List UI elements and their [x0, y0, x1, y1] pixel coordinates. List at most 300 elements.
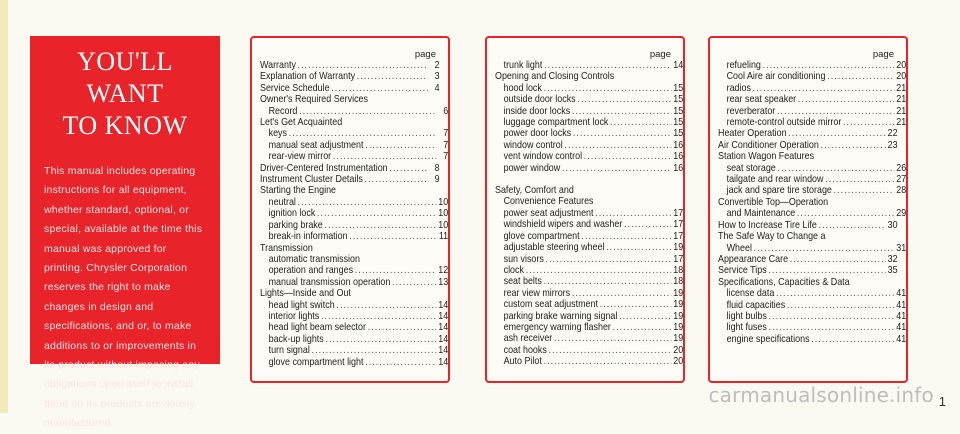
toc-entry-title: Heater Operation [718, 128, 787, 140]
dot-leader [298, 60, 428, 71]
toc-entry [718, 334, 906, 345]
toc-entry-title: reverberator [726, 105, 776, 117]
toc-entry-page: 17 [673, 207, 684, 219]
dot-leader [562, 163, 671, 174]
toc-entry-title: Service Schedule [260, 82, 330, 94]
toc-entry-page: 12 [438, 265, 449, 277]
toc-entry [495, 94, 683, 105]
toc-entry-page: 41 [896, 288, 907, 300]
toc-entry-page: 7 [443, 139, 449, 151]
dot-leader [613, 322, 672, 333]
toc-entry-page: 6 [443, 105, 449, 117]
dot-leader [834, 185, 894, 196]
dot-leader [544, 356, 672, 367]
toc-entry-page: 21 [896, 105, 907, 117]
toc-entry-page: 41 [896, 333, 907, 345]
dot-leader [600, 299, 671, 310]
toc-entry-title: rear-view mirror [268, 151, 332, 163]
dot-leader [753, 83, 894, 94]
page-column-header: page [414, 49, 436, 60]
dot-leader [325, 334, 436, 345]
toc-entry-page: 35 [887, 265, 898, 277]
toc-entry [718, 83, 906, 94]
toc-entry-page: 16 [673, 139, 684, 151]
toc-entry [495, 345, 683, 356]
toc-entry [260, 83, 440, 94]
dot-leader [544, 60, 671, 71]
toc-entry-page: 19 [673, 242, 684, 254]
toc-entry [718, 128, 898, 139]
toc-entry-title: inside door locks [503, 105, 571, 117]
toc-entry [718, 163, 906, 174]
toc-entry [718, 71, 906, 82]
dot-leader [778, 163, 895, 174]
toc-entry-title: window control [503, 139, 563, 151]
dot-leader [331, 83, 427, 94]
dot-leader [606, 242, 671, 253]
dot-leader [798, 94, 894, 105]
toc-entry-page: 7 [443, 128, 449, 140]
dot-leader [544, 83, 672, 94]
dot-leader [768, 265, 885, 276]
intro-title-line1: YOU'LL WANT [77, 47, 173, 108]
toc-entry [495, 219, 683, 230]
toc-entry-page: 14 [438, 322, 449, 334]
toc-entry-title: Record [268, 105, 298, 117]
toc-entry-title: seat storage [726, 162, 776, 174]
dot-leader [312, 345, 437, 356]
dot-leader [317, 208, 436, 219]
toc-entry [495, 356, 683, 367]
intro-card [30, 36, 220, 430]
page-spine [0, 0, 8, 413]
toc-entry-title: Convenience Features [503, 196, 594, 208]
toc-entry-page: 41 [896, 299, 907, 311]
toc-entry-title: interior lights [268, 310, 320, 322]
toc-entry-title: Wheel [726, 242, 752, 254]
toc-entry-title: trunk light [503, 60, 543, 71]
toc-entry-page: 20 [896, 60, 907, 71]
toc-entry [495, 276, 683, 287]
intro-title-line2: TO KNOW [62, 111, 188, 140]
toc-entry [260, 265, 448, 276]
toc-entry-page: 15 [673, 94, 684, 106]
contents-column-2 [485, 36, 685, 383]
intro-title [44, 46, 206, 142]
toc-entry-title: Safety, Comfort and [495, 185, 574, 197]
toc-entry [260, 254, 448, 265]
dot-leader [819, 220, 886, 231]
toc-entry [718, 288, 906, 299]
toc-entry [260, 185, 440, 196]
toc-entry-title: Warranty [260, 60, 296, 71]
toc-entry-title: parking brake [268, 219, 323, 231]
toc-entry [260, 117, 440, 128]
toc-entry-title: Lights—Inside and Out [260, 288, 351, 300]
toc-entry-title: remote-control outside mirror [726, 117, 842, 129]
page-number: 1 [938, 394, 946, 409]
toc-entry-title: automatic transmission [268, 253, 360, 265]
toc-entry-page: 23 [887, 139, 898, 151]
toc-entry-page: 13 [438, 276, 449, 288]
dot-leader [355, 265, 436, 276]
toc-entry [260, 220, 448, 231]
toc-entry [718, 185, 906, 196]
toc-entry [260, 128, 448, 139]
toc-entry-title: Convertible Top—Operation [718, 196, 829, 208]
toc-entry-title: power door locks [503, 128, 572, 140]
dot-leader [389, 163, 427, 174]
toc-entry-title: Opening and Closing Controls [495, 71, 615, 83]
toc-entry [718, 174, 906, 185]
toc-entry-title: custom seat adjustment [503, 299, 598, 311]
toc-entry-page: 31 [896, 242, 907, 254]
toc-entry-page: 41 [896, 322, 907, 334]
dot-leader [769, 322, 895, 333]
page-column-header: page [649, 49, 671, 60]
toc-entry-page: 29 [896, 208, 907, 220]
toc-entry-page: 19 [673, 310, 684, 322]
toc-entry-title: manual seat adjustment [268, 139, 364, 151]
toc-entry-page: 17 [673, 230, 684, 242]
dot-leader [289, 128, 436, 139]
toc-entry [260, 345, 448, 356]
dot-leader [811, 334, 894, 345]
toc-entry-page: 14 [438, 356, 449, 368]
toc-entry-title: Explanation of Warranty [260, 71, 356, 83]
dot-leader [827, 71, 894, 82]
dot-leader [324, 220, 436, 231]
toc-entry-page: 14 [438, 299, 449, 311]
toc-entry [260, 243, 440, 254]
toc-entry-page: 7 [443, 151, 449, 163]
toc-entry-title: tailgate and rear window [726, 174, 824, 186]
toc-entry [260, 151, 448, 162]
toc-entry-page: 20 [673, 344, 684, 356]
dot-leader [564, 140, 671, 151]
toc-entry [495, 60, 683, 71]
toc-entry-title: Station Wagon Features [718, 151, 815, 163]
contents-column-1 [250, 36, 450, 383]
toc-entry [495, 151, 683, 162]
toc-entry [718, 151, 898, 162]
toc-entry [718, 60, 906, 71]
dot-leader [825, 174, 894, 185]
toc-entry-title: seat belts [503, 276, 542, 288]
toc-entry-title: coat hooks [503, 344, 547, 356]
dot-leader [754, 243, 894, 254]
toc-entry-title: ash receiver [503, 333, 553, 345]
toc-entry-page: 14 [438, 310, 449, 322]
dot-leader [610, 117, 671, 128]
toc-entry-title: engine specifications [726, 333, 810, 345]
toc-entry-title: Auto Pilot [503, 356, 542, 368]
toc-entry-title: light fuses [726, 322, 767, 334]
toc-entry-title: glove compartment light [268, 356, 364, 368]
toc-entry-page: 17 [673, 219, 684, 231]
dot-leader [333, 151, 436, 162]
toc-entry-title: Driver-Centered Instrumentation [260, 162, 388, 174]
toc-entry [260, 208, 448, 219]
toc-entry [718, 243, 906, 254]
dot-leader [787, 300, 894, 311]
dot-leader [797, 208, 894, 219]
toc-entry-title: radios [726, 82, 751, 94]
toc-entry [495, 163, 683, 174]
toc-entry [260, 71, 440, 82]
toc-entry-title: Cool Aire air conditioning [726, 71, 826, 83]
toc-entry-page: 10 [438, 208, 449, 220]
toc-entry-title: manual transmission operation [268, 276, 391, 288]
toc-entry-title: vent window control [503, 151, 583, 163]
dot-leader [392, 277, 436, 288]
dot-leader [554, 333, 671, 344]
toc-entry [260, 231, 448, 242]
dot-leader [790, 254, 886, 265]
toc-entry-page: 20 [896, 71, 907, 83]
toc-entry-page: 17 [673, 253, 684, 265]
toc-entry [718, 311, 906, 322]
toc-entry [718, 231, 898, 242]
spacer [495, 174, 675, 185]
toc-entry-page: 15 [673, 105, 684, 117]
toc-entry-title: luggage compartment lock [503, 117, 609, 129]
toc-entry-title: operation and ranges [268, 265, 354, 277]
toc-entry-title: hood lock [503, 82, 542, 94]
toc-entry-title: power seat adjustment [503, 207, 594, 219]
toc-entry [495, 299, 683, 310]
toc-entry [260, 277, 448, 288]
dot-leader [544, 276, 672, 287]
toc-entry-title: Starting the Engine [260, 185, 337, 197]
dot-leader [549, 345, 672, 356]
watermark: carmanualsonline.info [708, 383, 934, 407]
toc-entry-page: 21 [896, 82, 907, 94]
dot-leader [776, 288, 894, 299]
toc-entry [260, 197, 448, 208]
toc-entry-title: Let's Get Acquainted [260, 117, 343, 129]
toc-entry [495, 242, 683, 253]
toc-entry-page: 19 [673, 299, 684, 311]
toc-entry [260, 174, 440, 185]
toc-entry [718, 322, 906, 333]
dot-leader [821, 140, 886, 151]
dot-leader [368, 322, 436, 333]
dot-leader [365, 174, 428, 185]
toc-entry [718, 94, 906, 105]
toc-entry [718, 265, 898, 276]
dot-leader [546, 254, 672, 265]
dot-leader [357, 71, 428, 82]
dot-leader [769, 311, 895, 322]
toc-entry-title: keys [268, 128, 287, 140]
contents-column-3 [708, 36, 908, 383]
toc-entry-page: 14 [673, 60, 684, 71]
toc-entry-page: 15 [673, 117, 684, 129]
toc-entry-title: How to Increase Tire Life [718, 219, 817, 231]
dot-leader [584, 151, 671, 162]
toc-entry-title: Instrument Cluster Details [260, 174, 363, 186]
intro-body: This manual includes operating instructions for all equipment, whether standard, optional, or special, available at the time this manual was approved for printing. Chrysler Corporation reserves the right to make changes in design and specifications, and or, to make additions to or improvements in its product without imposing any obligations upon itself to install them on its products previously manufactured. [44, 165, 203, 430]
toc-entry-page: 14 [438, 333, 449, 345]
toc-entry [718, 254, 898, 265]
dot-leader [349, 231, 436, 242]
dot-leader [777, 106, 894, 117]
toc-entry-page: 3 [434, 71, 440, 83]
toc-entry [718, 197, 898, 208]
toc-entry [495, 196, 683, 207]
toc-entry [718, 117, 906, 128]
toc-entry [495, 140, 683, 151]
dot-leader [619, 311, 671, 322]
toc-entry-page: 8 [434, 162, 440, 174]
dot-leader [573, 128, 671, 139]
toc-entry-page: 28 [896, 185, 907, 197]
toc-entry-page: 22 [887, 128, 898, 140]
toc-entry [495, 288, 683, 299]
dot-leader [299, 106, 436, 117]
toc-entry-title: back-up lights [268, 333, 324, 345]
toc-entry [495, 117, 683, 128]
toc-entry-title: neutral [268, 196, 296, 208]
toc-entry [260, 322, 448, 333]
toc-entry [260, 300, 448, 311]
toc-entry-title: Air Conditioner Operation [718, 139, 819, 151]
toc-entry [495, 231, 683, 242]
dot-leader [336, 300, 436, 311]
toc-entry [260, 60, 440, 71]
toc-entry-page: 2 [434, 60, 440, 71]
dot-leader [365, 140, 436, 151]
toc-entry [495, 265, 683, 276]
toc-entry-title: license data [726, 288, 775, 300]
toc-entry-page: 10 [438, 196, 449, 208]
toc-entry-title: head light switch [268, 299, 335, 311]
toc-entry [260, 106, 448, 117]
dot-leader [763, 60, 895, 71]
toc-entry [718, 208, 906, 219]
toc-entry [260, 357, 448, 368]
toc-entry-page: 16 [673, 162, 684, 174]
toc-entry [495, 254, 683, 265]
toc-entry [718, 277, 898, 288]
toc-entry-title: power window [503, 162, 561, 174]
toc-entry-title: parking brake warning signal [503, 310, 618, 322]
toc-entry [495, 128, 683, 139]
page-column-header: page [872, 49, 894, 60]
toc-entry-title: break-in information [268, 231, 348, 243]
toc-entry-title: and Maintenance [726, 208, 796, 220]
toc-entry-page: 18 [673, 276, 684, 288]
toc-entry [495, 322, 683, 333]
toc-entry-title: emergency warning flasher [503, 321, 611, 333]
toc-entry-title: Transmission [260, 242, 313, 254]
toc-entry-title: Service Tips [718, 265, 767, 277]
toc-entry-page: 27 [896, 174, 907, 186]
toc-entry-title: head light beam selector [268, 322, 366, 334]
toc-entry-page: 32 [887, 253, 898, 265]
toc-entry-page: 9 [434, 174, 440, 186]
toc-entry-title: jack and spare tire storage [726, 185, 832, 197]
toc-entry-page: 16 [673, 151, 684, 163]
toc-entry [495, 71, 675, 82]
toc-entry [718, 300, 906, 311]
toc-entry [260, 334, 448, 345]
toc-entry [495, 185, 675, 196]
toc-entry-title: The Safe Way to Change a [718, 231, 826, 243]
toc-entry [495, 106, 683, 117]
toc-entry-page: 30 [887, 219, 898, 231]
toc-entry [718, 140, 898, 151]
toc-entry-title: refueling [726, 60, 761, 71]
toc-entry-title: rear seat speaker [726, 94, 797, 106]
dot-leader [365, 357, 436, 368]
toc-entry [260, 311, 448, 322]
dot-leader [595, 208, 671, 219]
toc-entry-title: clock [503, 264, 524, 276]
toc-entry-page: 21 [896, 117, 907, 129]
toc-entry-page: 19 [673, 333, 684, 345]
toc-entry-title: Appearance Care [718, 253, 789, 265]
toc-entry-title: ignition lock [268, 208, 316, 220]
toc-entry-title: adjustable steering wheel [503, 242, 605, 254]
toc-entry [718, 220, 898, 231]
toc-entry-page: 14 [438, 345, 449, 357]
dot-leader [572, 106, 671, 117]
dot-leader [843, 117, 894, 128]
toc-entry [260, 288, 440, 299]
toc-entry-page: 4 [434, 82, 440, 94]
toc-entry [495, 208, 683, 219]
dot-leader [572, 288, 671, 299]
toc-entry [260, 94, 440, 105]
toc-entry-title: turn signal [268, 345, 310, 357]
toc-entry-page: 19 [673, 321, 684, 333]
toc-entry-page: 26 [896, 162, 907, 174]
toc-entry-title: windshield wipers and washer [503, 219, 623, 231]
toc-entry [718, 106, 906, 117]
dot-leader [577, 94, 671, 105]
toc-entry-title: Specifications, Capacities & Data [718, 276, 850, 288]
dot-leader [321, 311, 436, 322]
toc-entry-page: 20 [673, 356, 684, 368]
toc-entry [495, 333, 683, 344]
toc-entry-title: outside door locks [503, 94, 576, 106]
toc-entry-page: 10 [438, 219, 449, 231]
toc-entry-page: 15 [673, 82, 684, 94]
toc-entry [495, 311, 683, 322]
toc-entry-page: 19 [673, 287, 684, 299]
dot-leader [526, 265, 671, 276]
toc-entry [260, 163, 440, 174]
toc-entry-title: rear view mirrors [503, 287, 571, 299]
toc-entry [495, 83, 683, 94]
toc-entry-page: 18 [673, 264, 684, 276]
toc-entry-title: light bulbs [726, 310, 767, 322]
toc-entry [260, 140, 448, 151]
toc-entry-title: glove compartment [503, 230, 580, 242]
toc-entry-page: 41 [896, 310, 907, 322]
toc-entry-title: Owner's Required Services [260, 94, 368, 106]
toc-entry-title: fluid capacities [726, 299, 786, 311]
toc-entry-page: 21 [896, 94, 907, 106]
dot-leader [298, 197, 436, 208]
toc-entry-page: 15 [673, 128, 684, 140]
dot-leader [624, 219, 671, 230]
dot-leader [581, 231, 671, 242]
toc-entry-page: 11 [438, 231, 449, 243]
toc-entry-title: sun visors [503, 253, 544, 265]
